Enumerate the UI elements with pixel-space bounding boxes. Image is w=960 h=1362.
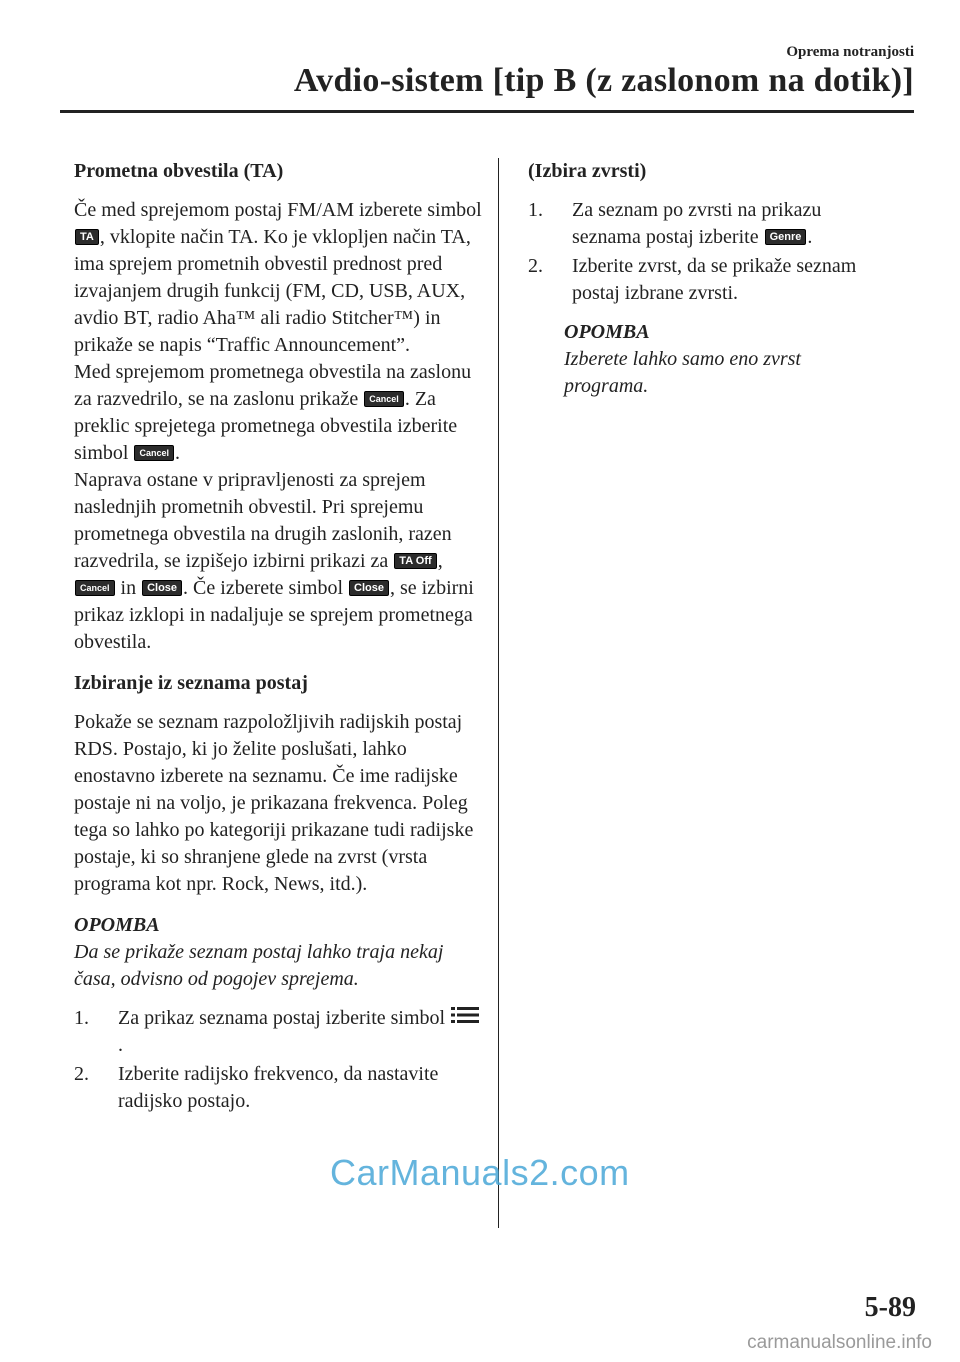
page-number: 5-89	[864, 1292, 916, 1323]
watermark: CarManuals2.com	[330, 1152, 630, 1193]
ta-p1-text-a: Če med sprejemom postaj FM/AM izberete simbol	[74, 199, 482, 221]
station-list-heading: Izbiranje iz seznama postaj	[74, 672, 308, 694]
list-item	[74, 1005, 482, 1059]
step-text-end: .	[807, 226, 813, 248]
note-label: OPOMBA	[564, 321, 650, 343]
footer-watermark: carmanualsonline.info	[747, 1332, 932, 1353]
ta-p2-text-c: .	[174, 442, 180, 464]
step-text-end: .	[118, 1034, 123, 1056]
list-icon	[451, 1006, 479, 1024]
step-text: Za prikaz seznama postaj izberite simbol	[118, 1007, 446, 1029]
step-number: 2.	[74, 1063, 89, 1085]
ta-button: TA	[75, 229, 99, 245]
section-label: Oprema notranjosti	[786, 44, 914, 60]
ta-p1-text-b: , vklopite način TA. Ko je vklopljen način TA, ima sprejem prometnih obvestil prednost pred izvajanjem drugih funkcij (FM, CD, USB, AUX, avdio BT, radio Aha™ ali radio Stitcher™) in prikaže se napis “Traffic Announcement”.	[74, 226, 471, 356]
ta-p3-text-b: ,	[437, 550, 443, 572]
genre-button: Genre	[765, 229, 807, 245]
page-title: Avdio-sistem [tip B (z zaslonom na dotik)]	[293, 62, 914, 99]
list-item	[528, 197, 878, 251]
close-button: Close	[349, 580, 389, 596]
ta-p2-text-b: . Za preklic sprejetega prometnega obvestila izberite simbol	[74, 388, 458, 464]
cancel-button: Cancel	[364, 391, 404, 407]
step-text: Izberite radijsko frekvenco, da nastavite radijsko postajo.	[118, 1063, 439, 1112]
ta-heading: Prometna obvestila (TA)	[74, 160, 284, 182]
right-column	[528, 158, 878, 412]
ta-p3-text-c: in	[120, 577, 137, 599]
cancel-button: Cancel	[134, 445, 174, 461]
close-button: Close	[142, 580, 182, 596]
ta-p3-text-e: , se izbirni prikaz izklopi in nadaljuje se sprejem prometnega obvestila.	[74, 577, 474, 653]
ta-p3-text-a: Naprava ostane v pripravljenosti za sprejem naslednjih prometnih obvestil. Pri sprejemu prometnega obvestila na drugih zaslonih, razen razvedrila, se izpišejo izbirni prikazi za	[74, 469, 452, 572]
station-list-steps	[74, 1005, 482, 1115]
list-item	[528, 253, 878, 307]
left-column	[74, 158, 482, 1117]
cancel-button: Cancel	[75, 580, 115, 596]
step-number: 1.	[528, 199, 543, 221]
genre-note	[528, 319, 878, 400]
ta-paragraph-1	[74, 197, 482, 656]
note-text: Izberete lahko samo eno zvrst programa.	[564, 348, 801, 397]
header-rule	[60, 110, 914, 113]
column-divider	[498, 158, 499, 1228]
ta-off-button: TA Off	[394, 553, 436, 569]
list-item	[74, 1061, 482, 1115]
step-text: Izberite zvrst, da se prikaže seznam postaj izbrane zvrsti.	[572, 255, 857, 304]
station-list-paragraph: Pokaže se seznam razpoložljivih radijskih postaj RDS. Postajo, ki jo želite poslušati, lahko enostavno izberete na seznamu. Če ime radijske postaje ni na voljo, je prikazana frekvenca. Poleg tega so lahko po kategoriji prikazane tudi radijske postaje, ki so shranjene glede na zvrst (vrsta programa kot npr. Rock, News, itd.).	[74, 711, 474, 895]
ta-p3-text-d: . Če izberete simbol	[183, 577, 343, 599]
genre-heading: (Izbira zvrsti)	[528, 160, 647, 182]
ta-p2-text-a: Med sprejemom prometnega obvestila na zaslonu za razvedrilo, se na zaslonu prikaže	[74, 361, 472, 410]
step-number: 1.	[74, 1007, 89, 1029]
note-text: Da se prikaže seznam postaj lahko traja nekaj časa, odvisno od pogojev sprejema.	[74, 941, 444, 990]
note-label: OPOMBA	[74, 914, 160, 936]
step-number: 2.	[528, 255, 543, 277]
genre-steps	[528, 197, 878, 307]
step-text: Za seznam po zvrsti na prikazu seznama postaj izberite	[572, 199, 822, 248]
